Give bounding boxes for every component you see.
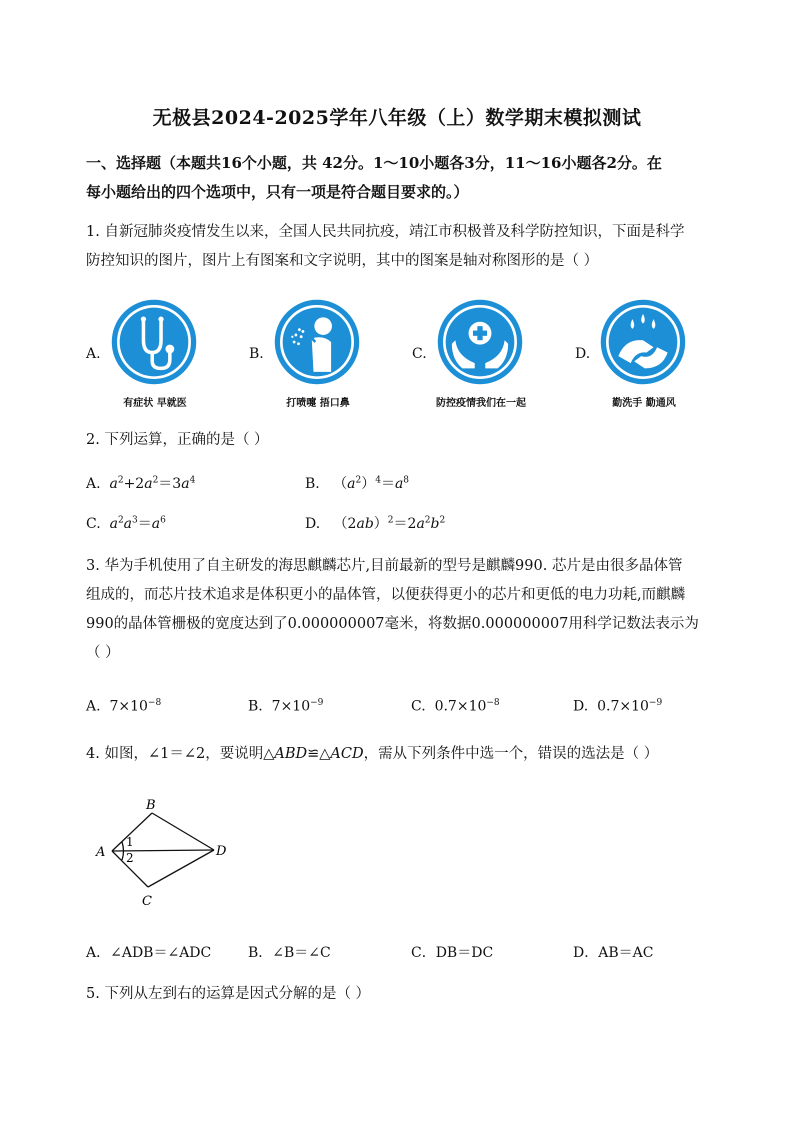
question-2-options-row1	[86, 473, 726, 497]
option-a: A．∠ADB＝∠ADC	[86, 945, 212, 961]
question-1	[86, 218, 711, 276]
option-a	[86, 473, 195, 493]
option-b: B．∠B＝∠C	[248, 945, 331, 961]
option-a: A. $7\times 10^{-8}$	[86, 698, 162, 715]
section-heading-line2: 每小题给出的四个选项中，只有一项是符合题目要求的。）	[86, 183, 469, 201]
option-c	[412, 292, 542, 417]
option-c	[86, 513, 166, 533]
option-expression: $a^2a^3=a^6$	[109, 515, 166, 532]
vertex-label-c: C	[142, 894, 152, 909]
option-letter: A.	[86, 476, 101, 492]
option-caption: 勤洗手 勤通风	[612, 398, 676, 409]
question-4-options	[86, 942, 726, 966]
option-b	[249, 292, 379, 417]
vertex-label-b: B	[146, 798, 156, 813]
section-heading-line1: 一、选择题（本题共16个小题，共 42分。1～10小题各3分，11～16小题各2分。在	[86, 154, 662, 172]
angle-label-2: 2	[126, 851, 134, 865]
question-2: 2. 下列运算，正确的是（ ）	[86, 432, 269, 448]
sneeze-icon	[273, 298, 361, 386]
question-1-line1: 1. 自新冠肺炎疫情发生以来，全国人民共同抗疫，靖江市积极普及科学防控知识，下面是科学	[86, 224, 685, 240]
triangle-figure	[94, 795, 244, 910]
question-3-line4: （ ）	[86, 645, 120, 661]
option-d	[305, 513, 445, 533]
page-title: 无极县2024-2025学年八年级（上）数学期末模拟测试	[152, 107, 642, 129]
option-d	[575, 292, 705, 417]
option-letter: B.	[305, 476, 320, 492]
question-2-options-row2	[86, 513, 726, 537]
question-3-line1: 3. 华为手机使用了自主研发的海思麒麟芯片,目前最新的型号是麒麟990. 芯片是由很多晶体管	[86, 558, 683, 574]
section-heading	[86, 149, 726, 207]
question-5: 5. 下列从左到右的运算是因式分解的是（ ）	[86, 986, 371, 1002]
question-3-line3: 990的晶体管栅极的宽度达到了0.000000007毫米，将数据0.000000007用科学记数法表示为	[86, 616, 699, 632]
option-b: B. $7\times 10^{-9}$	[248, 698, 324, 715]
question-4: 4. 如图，∠1＝∠2，要说明△ABD≌△ACD，需从下列条件中选一个，错误的选法是（ ）	[86, 746, 659, 762]
option-letter: C.	[86, 516, 101, 532]
option-letter: D.	[305, 516, 321, 532]
question-1-options	[86, 292, 726, 417]
option-d: D．AB＝AC	[573, 945, 654, 961]
stethoscope-icon	[110, 298, 198, 386]
option-a	[86, 292, 216, 417]
option-expression: $a^2+2a^2=3a^4$	[109, 475, 196, 492]
option-c: C. $0.7\times 10^{-8}$	[411, 698, 500, 715]
hands-cross-icon	[436, 298, 524, 386]
option-letter: A.	[86, 346, 101, 362]
handwash-icon	[599, 298, 687, 386]
option-b	[305, 473, 409, 493]
question-1-line2: 防控知识的图片，图片上有图案和文字说明，其中的图案是轴对称图形的是（ ）	[86, 253, 599, 269]
option-caption: 防控疫情我们在一起	[436, 398, 526, 409]
option-expression: $(2ab)^2=2a^2b^2$	[333, 515, 446, 532]
option-letter: C.	[412, 346, 427, 362]
question-3	[86, 552, 711, 668]
option-letter: D.	[575, 346, 591, 362]
option-d: D. $0.7\times 10^{-9}$	[573, 698, 663, 715]
question-3-options	[86, 698, 726, 722]
option-caption: 有症状 早就医	[123, 398, 187, 409]
angle-label-1: 1	[126, 835, 134, 849]
option-letter: B.	[249, 346, 264, 362]
option-caption: 打喷嚏 捂口鼻	[286, 398, 350, 409]
option-expression: $(a^2)^4=a^8$	[333, 475, 410, 492]
vertex-label-a: A	[96, 845, 106, 860]
question-3-line2: 组成的，而芯片技术追求是体积更小的晶体管，以便获得更小的芯片和更低的电力功耗,而麒麟	[86, 587, 686, 603]
vertex-label-d: D	[216, 844, 227, 859]
option-c: C．DB＝DC	[411, 945, 494, 961]
